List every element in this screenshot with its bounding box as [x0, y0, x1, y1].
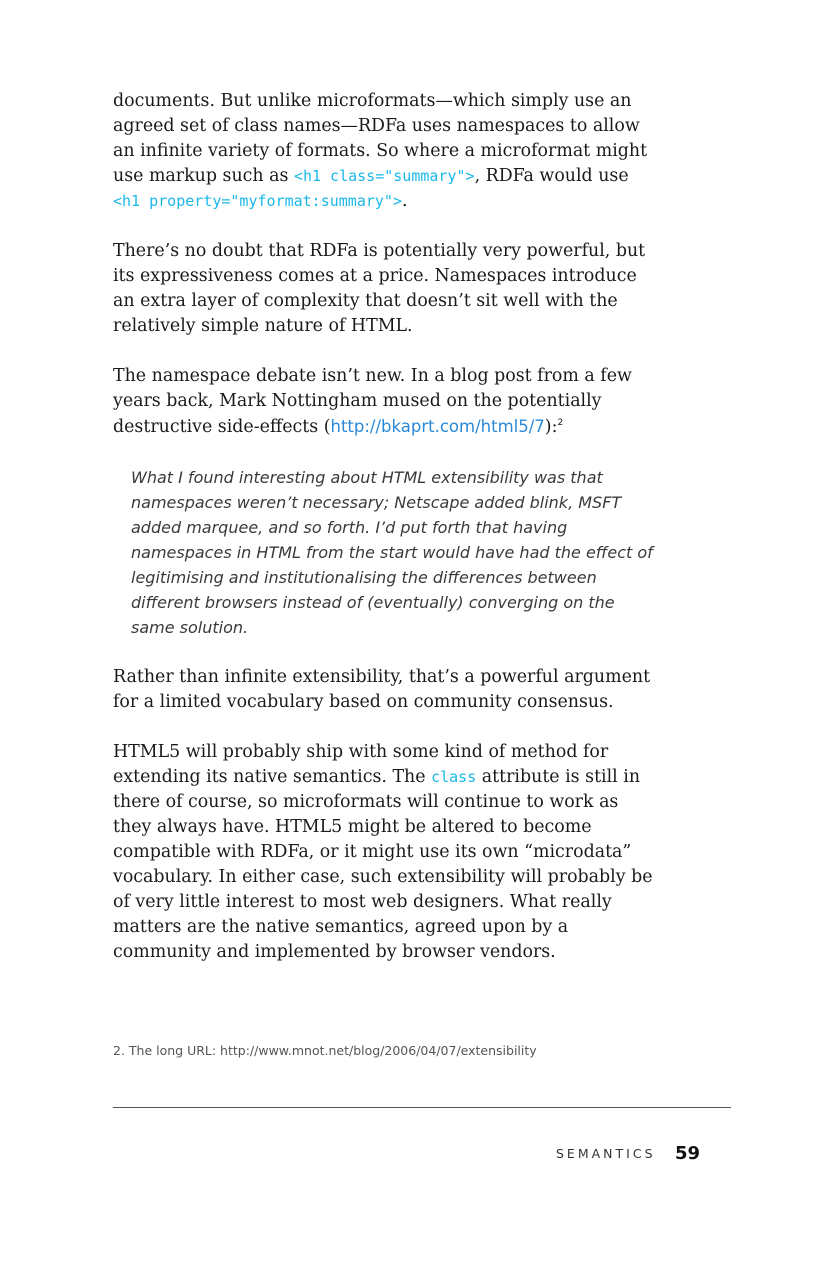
- block-quote: What I found interesting about HTML extensibility was that namespaces weren’t necessary; Netscape added blink, MSFT added marquee, and so forth. I’d put forth that having namespaces in HTML from the start would have had the effect of legitimising and institutionalising the differences between different browsers instead of (eventually) converging on the same solution.: [131, 468, 653, 637]
- text-run: attribute is still in there of course, so microformats will continue to work as they always have. HTML5 might be altered to become compatible with RDFa, or it might use its own “microdata” vocabulary. In either case, such extensibility will probably be of very little interest to most web designers. What really matters are the native semantics, agreed upon by a community and implemented by browser vendors.: [113, 767, 653, 962]
- body-text: [113, 89, 661, 990]
- footnote-ref[interactable]: 2: [557, 418, 564, 429]
- page-number: 59: [675, 1143, 701, 1164]
- link-bkaprt-html5-7[interactable]: http://bkaprt.com/html5/7: [330, 417, 545, 436]
- paragraph-rdfa-namespaces: [113, 89, 661, 214]
- code-h1-property-summary: <h1 property="myformat:summary">: [113, 192, 402, 210]
- code-class: class: [431, 768, 477, 786]
- paragraph-limited-vocabulary: Rather than infinite extensibility, that’s a powerful argument for a limited vocabulary based on community consensus.: [113, 667, 651, 712]
- footer-divider: [113, 1107, 731, 1108]
- paragraph-namespace-debate: [113, 364, 661, 440]
- footnote: 2. The long URL: http://www.mnot.net/blog/2006/04/07/extensibility: [113, 1043, 537, 1058]
- paragraph-html5-extensibility: [113, 740, 661, 965]
- text-run: , RDFa would use: [474, 166, 629, 186]
- text-run: The namespace debate isn’t new. In a blog post from a few years back, Mark Nottingham mused on the potentially destructive side-effects (: [113, 366, 632, 437]
- text-run: documents. But unlike microformats—which simply use an agreed set of class names—RDFa uses namespaces to allow an infinite variety of formats. So where a microformat might use markup such as: [113, 91, 648, 186]
- code-h1-class-summary: <h1 class="summary">: [293, 167, 475, 185]
- paragraph-rdfa-price: There’s no doubt that RDFa is potentially very powerful, but its expressiveness comes at a price. Namespaces introduce an extra layer of complexity that doesn’t sit well with the relatively simple nature of HTML.: [113, 241, 646, 336]
- text-run: HTML5 will probably ship with some kind of method for extending its native semantics. The: [113, 742, 609, 787]
- running-head-section: SEMANTICS: [556, 1146, 656, 1161]
- text-run: ):: [544, 417, 558, 437]
- text-run: .: [401, 191, 408, 211]
